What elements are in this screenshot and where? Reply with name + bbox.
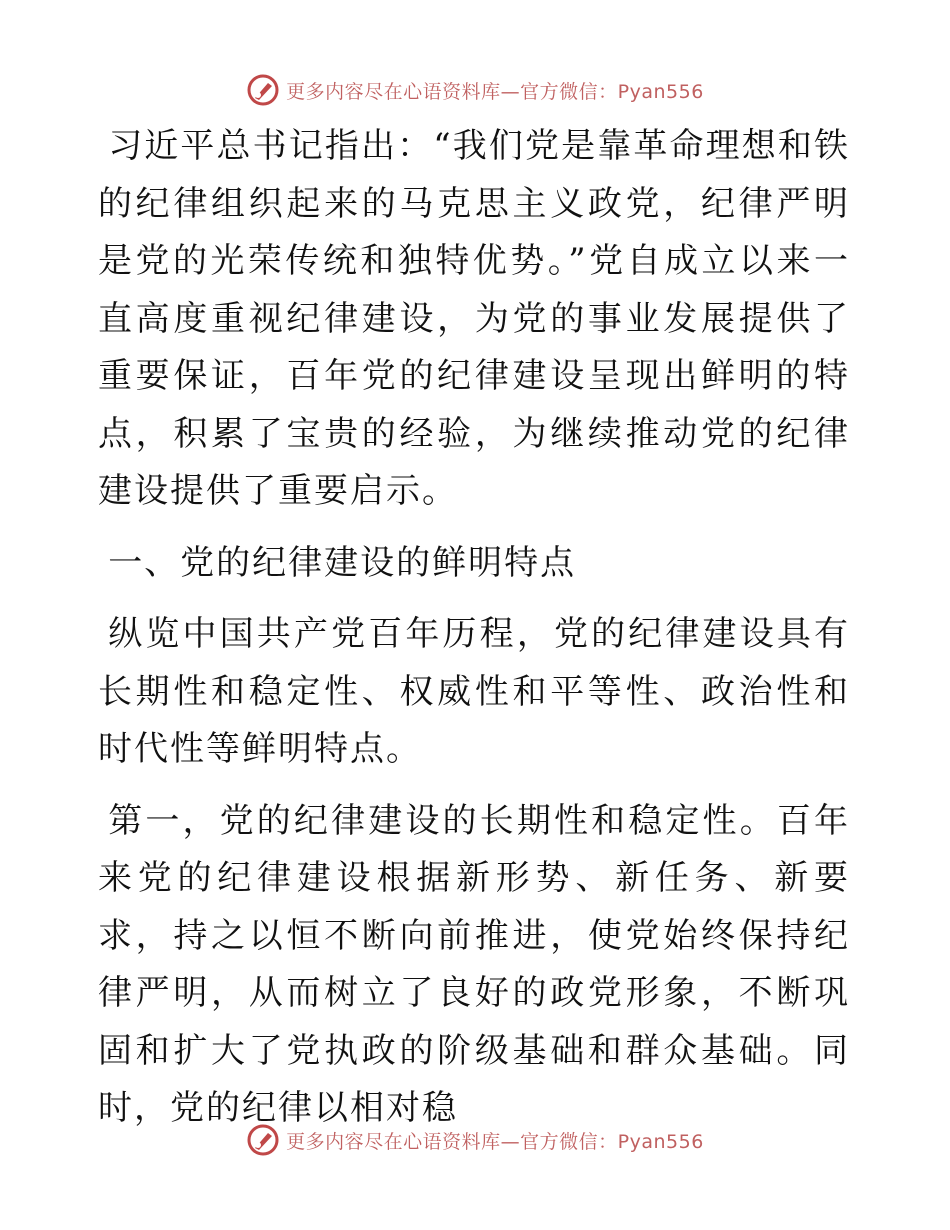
footer-watermark [0, 1120, 950, 1160]
pen-in-circle-icon [246, 73, 280, 107]
watermark-text: 更多内容尽在心语资料库—官方微信：Pyan556 [286, 80, 704, 103]
section-intro-paragraph: 纵览中国共产党百年历程，党的纪律建设具有长期性和稳定性、权威性和平等性、政治性和时代性等鲜明特点。 [98, 614, 850, 769]
point-one-paragraph: 第一，党的纪律建设的长期性和稳定性。百年来党的纪律建设根据新形势、新任务、新要求，持之以恒不断向前推进，使党始终保持纪律严明，从而树立了良好的政党形象，不断巩固和扩大了党执政的阶级基础和群众基础。同时，党的纪律以相对稳 [98, 800, 850, 1128]
article-body [98, 118, 850, 1138]
intro-paragraph: 习近平总书记指出：“我们党是靠革命理想和铁的纪律组织起来的马克思主义政党，纪律严明是党的光荣传统和独特优势。”党自成立以来一直高度重视纪律建设，为党的事业发展提供了重要保证，百年党的纪律建设呈现出鲜明的特点，积累了宝贵的经验，为继续推动党的纪律建设提供了重要启示。 [98, 126, 850, 511]
pen-in-circle-icon [246, 1123, 280, 1157]
watermark-text: 更多内容尽在心语资料库—官方微信：Pyan556 [286, 1130, 704, 1153]
section-heading: 一、党的纪律建设的鲜明特点 [108, 542, 577, 583]
header-watermark [0, 70, 950, 110]
